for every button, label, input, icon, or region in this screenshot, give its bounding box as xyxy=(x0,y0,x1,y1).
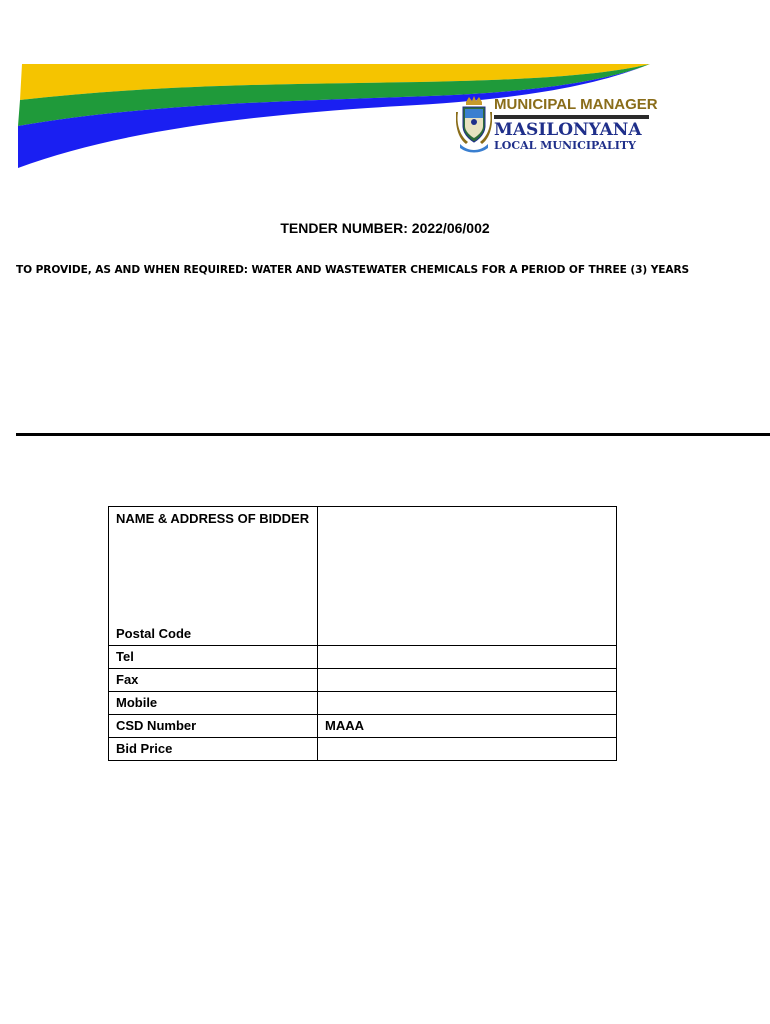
table-row-fax xyxy=(109,669,617,692)
tender-number-heading: TENDER NUMBER: 2022/06/002 xyxy=(280,220,490,236)
mobile-value[interactable] xyxy=(318,692,617,715)
name-address-value-cell[interactable] xyxy=(318,507,617,646)
header-banner xyxy=(0,0,770,190)
section-divider xyxy=(16,433,770,436)
municipality-logo xyxy=(456,96,656,156)
csd-number-value[interactable]: MAAA xyxy=(318,715,617,738)
mobile-label: Mobile xyxy=(109,692,318,715)
fax-label: Fax xyxy=(109,669,318,692)
table-row-name-address xyxy=(109,507,617,646)
table-row-bid-price xyxy=(109,738,617,761)
table-row-tel xyxy=(109,646,617,669)
name-address-label-cell xyxy=(109,507,318,646)
tender-description: TO PROVIDE, AS AND WHEN REQUIRED: WATER AND WASTEWATER CHEMICALS FOR A PERIOD OF THREE (3) YEARS xyxy=(16,264,690,276)
tel-label: Tel xyxy=(109,646,318,669)
bid-price-label: Bid Price xyxy=(109,738,318,761)
csd-number-label: CSD Number xyxy=(109,715,318,738)
coat-of-arms-icon xyxy=(456,96,492,154)
name-address-label: NAME & ADDRESS OF BIDDER xyxy=(116,511,310,526)
tel-value[interactable] xyxy=(318,646,617,669)
bidder-details-table xyxy=(108,506,617,761)
logo-local-municipality-text: LOCAL MUNICIPALITY xyxy=(494,139,636,152)
postal-code-label: Postal Code xyxy=(116,626,192,641)
table-row-csd-number xyxy=(109,715,617,738)
fax-value[interactable] xyxy=(318,669,617,692)
logo-municipal-manager-text: MUNICIPAL MANAGER xyxy=(494,96,658,113)
bid-price-value[interactable] xyxy=(318,738,617,761)
logo-divider xyxy=(494,115,649,119)
logo-municipality-name: MASILONYANA xyxy=(494,120,642,140)
table-row-mobile xyxy=(109,692,617,715)
